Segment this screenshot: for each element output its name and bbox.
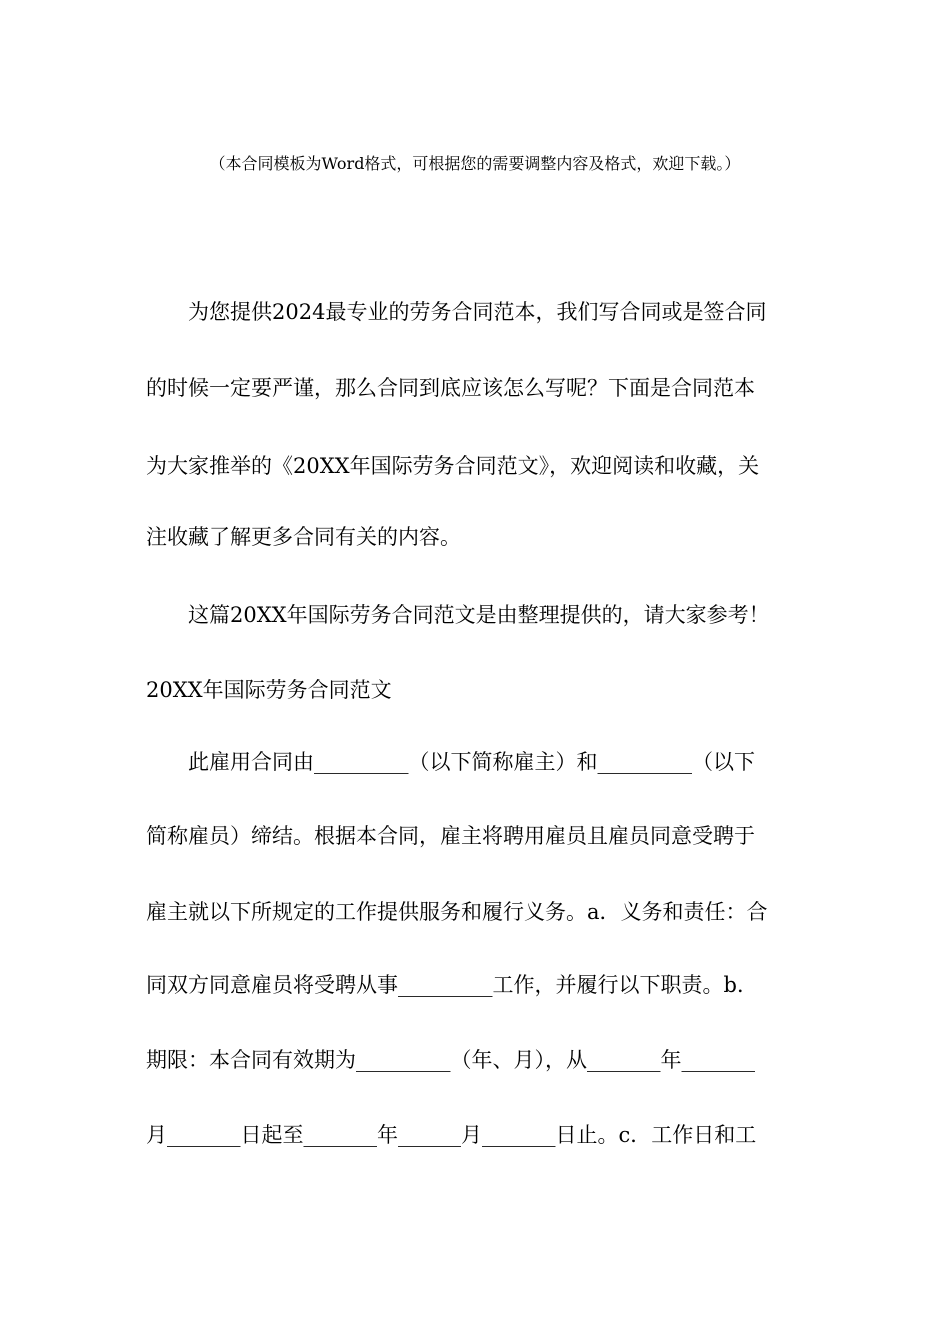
intro-line-2: 的时候一定要严谨，那么合同到底应该怎么写呢？下面是合同范本 [146, 376, 755, 400]
intro-line-3: 为大家推举的《20XX年国际劳务合同范文》，欢迎阅读和收藏，关 [146, 454, 760, 478]
contract-line-1: 此雇用合同由_________（以下简称雇主）和_________（以下 [146, 750, 755, 774]
intro-line-4: 注收藏了解更多合同有关的内容。 [146, 525, 461, 549]
template-note: （本合同模板为Word格式，可根据您的需要调整内容及格式，欢迎下载。） [209, 154, 741, 173]
intro-line-1: 为您提供2024最专业的劳务合同范本，我们写合同或是签合同 [146, 300, 767, 324]
source-note-line: 这篇20XX年国际劳务合同范文是由整理提供的，请大家参考！ [146, 603, 770, 627]
contract-title: 20XX年国际劳务合同范文 [146, 678, 392, 702]
contract-line-5: 期限：本合同有效期为_________（年、月），从_______年_______ [146, 1048, 755, 1072]
contract-line-4: 同双方同意雇员将受聘从事_________工作，并履行以下职责。b． [146, 973, 758, 997]
contract-line-3: 雇主就以下所规定的工作提供服务和履行义务。a．义务和责任：合 [146, 900, 768, 924]
contract-line-2: 简称雇员）缔结。根据本合同，雇主将聘用雇员且雇员同意受聘于 [146, 824, 755, 848]
contract-line-6: 月_______日起至_______年______月_______日止。c．工作日和工 [146, 1123, 757, 1147]
